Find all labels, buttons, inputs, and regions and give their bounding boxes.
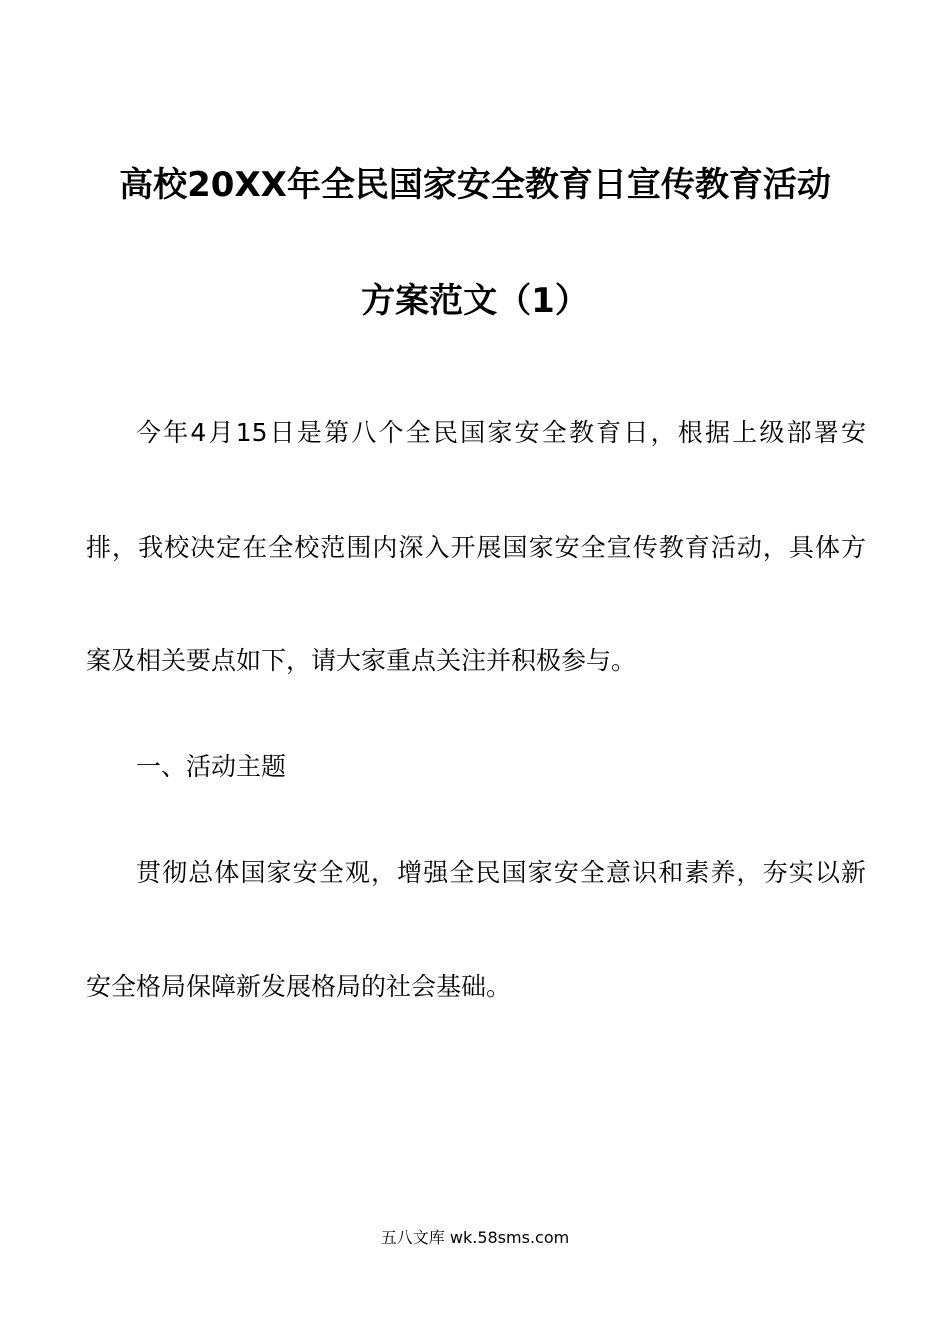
paragraph-line: 安全格局保障新发展格局的社会基础。 bbox=[86, 972, 512, 1001]
section-heading: 一、活动主题 bbox=[136, 752, 287, 781]
document-title-line-2: 方案范文（1） bbox=[361, 281, 589, 321]
paragraph-line: 今年4月15日是第八个全民国家安全教育日，根据上级部署安 bbox=[136, 418, 866, 447]
footer-watermark: 五八文库 wk.58sms.com bbox=[380, 1228, 570, 1247]
paragraph-line: 贯彻总体国家安全观，增强全民国家安全意识和素养，夯实以新 bbox=[136, 858, 866, 887]
document-title-line-1: 高校20XX年全民国家安全教育日宣传教育活动 bbox=[119, 165, 831, 205]
paragraph-line: 案及相关要点如下，请大家重点关注并积极参与。 bbox=[86, 646, 637, 675]
paragraph-line: 排，我校决定在全校范围内深入开展国家安全宣传教育活动，具体方 bbox=[86, 533, 866, 562]
